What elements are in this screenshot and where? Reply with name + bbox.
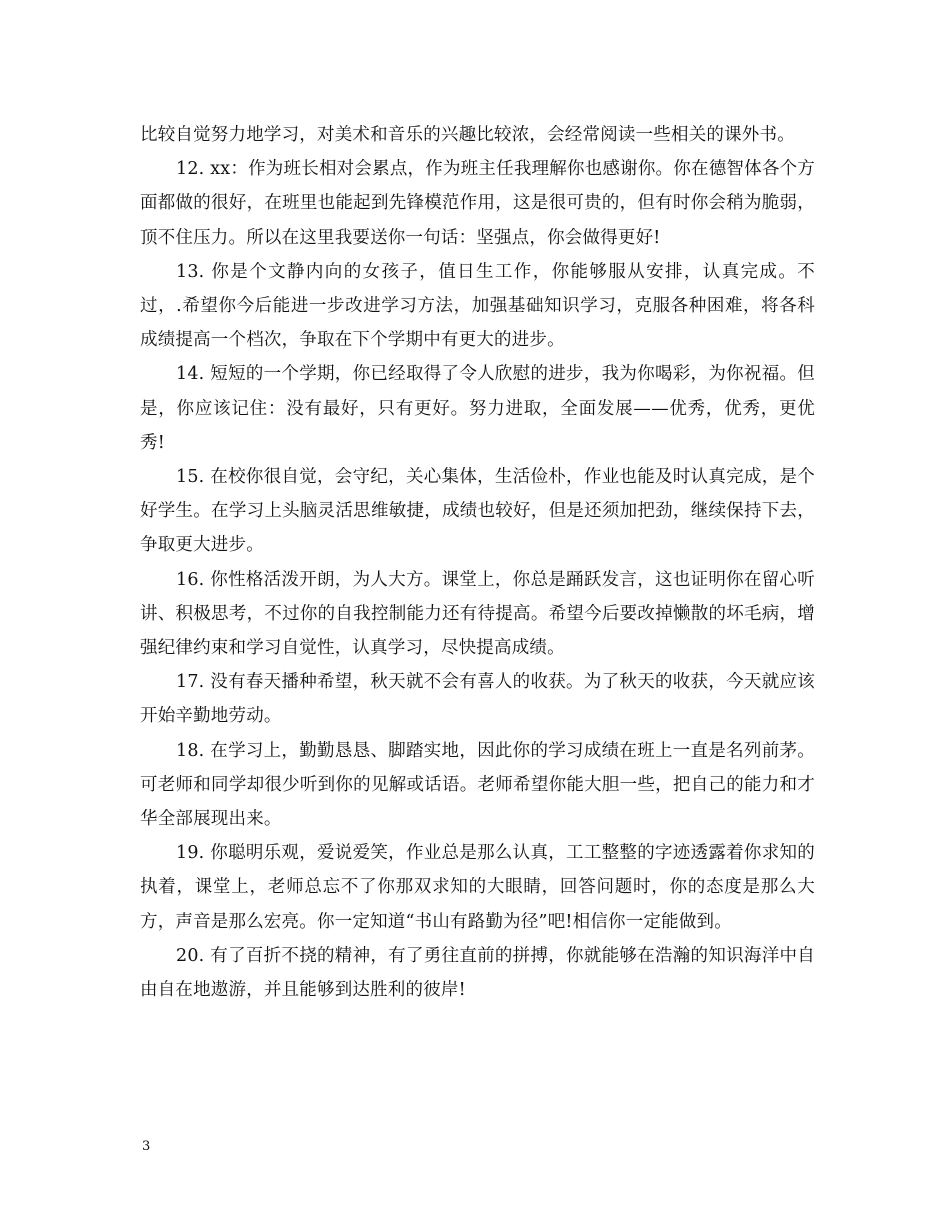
paragraph-19: 19. 你聪明乐观，爱说爱笑，作业总是那么认真，工工整整的字迹透露着你求知的执着，课堂上，老师总忘不了你那双求知的大眼睛，回答问题时，你的态度是那么大方，声音是那么宏亮。你一定知道“书山有路勤为径”吧!相信你一定能做到。 bbox=[140, 843, 815, 932]
paragraph-18: 18. 在学习上，勤勤恳恳、脚踏实地，因此你的学习成绩在班上一直是名列前茅。可老师和同学却很少听到你的见解或话语。老师希望你能大胆一些，把自己的能力和才华全部展现出来。 bbox=[140, 740, 815, 830]
paragraph-12: 12. xx：作为班长相对会累点，作为班主任我理解你也感谢你。你在德智体各个方面都做的很好，在班里也能起到先锋模范作用，这是很可贵的，但有时你会稍为脆弱，顶不住压力。所以在这里我要送你一句话：坚强点，你会做得更好! bbox=[140, 159, 815, 248]
paragraph-15: 15. 在校你很自觉，会守纪，关心集体，生活俭朴，作业也能及时认真完成，是个好学生。在学习上头脑灵活思维敏捷，成绩也较好，但是还须加把劲，继续保持下去，争取更大进步。 bbox=[140, 467, 815, 556]
paragraph-continuation: 比较自觉努力地学习，对美术和音乐的兴趣比较浓，会经常阅读一些相关的课外书。 bbox=[140, 125, 795, 145]
paragraph-16: 16. 你性格活泼开朗，为人大方。课堂上，你总是踊跃发言，这也证明你在留心听讲、积极思考，不过你的自我控制能力还有待提高。希望今后要改掉懒散的坏毛病，增强纪律约束和学习自觉性，认真学习，尽快提高成绩。 bbox=[140, 569, 815, 659]
paragraph-20: 20. 有了百折不挠的精神，有了勇往直前的拼搏，你就能够在浩瀚的知识海洋中自由自在地遨游，并且能够到达胜利的彼岸! bbox=[140, 945, 815, 1001]
document-body bbox=[140, 118, 815, 1007]
paragraph-17: 17. 没有春天播种希望，秋天就不会有喜人的收获。为了秋天的收获，今天就应该开始辛勤地劳动。 bbox=[140, 672, 815, 727]
page-number: 3 bbox=[142, 1139, 151, 1154]
paragraph-14: 14. 短短的一个学期，你已经取得了令人欣慰的进步，我为你喝彩，为你祝福。但是，你应该记住：没有最好，只有更好。努力进取，全面发展——优秀，优秀，更优秀! bbox=[140, 364, 815, 453]
paragraph-13: 13. 你是个文静内向的女孩子，值日生工作，你能够服从安排，认真完成。不过，.希望你今后能进一步改进学习方法，加强基础知识学习，克服各种困难，将各科成绩提高一个档次，争取在下个学期中有更大的进步。 bbox=[140, 261, 815, 351]
